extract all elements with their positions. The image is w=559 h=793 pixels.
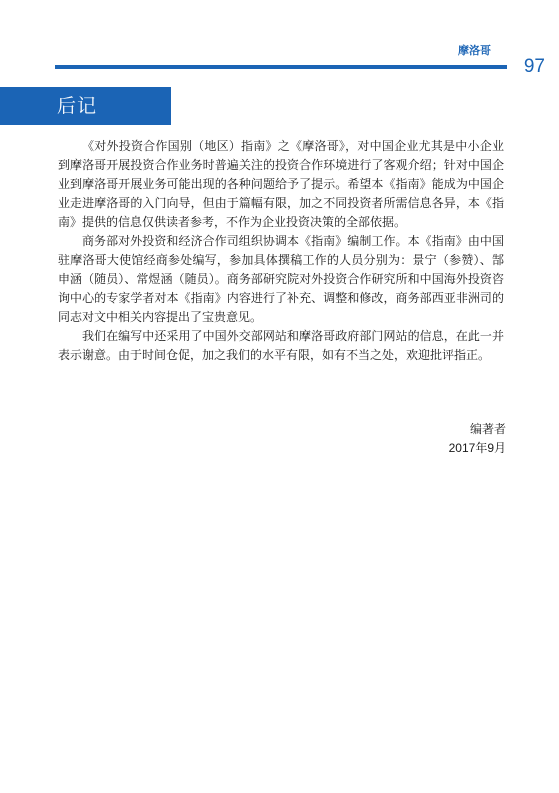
header-rule	[55, 65, 507, 69]
paragraph: 《对外投资合作国别（地区）指南》之《摩洛哥》，对中国企业尤其是中小企业到摩洛哥开展投资合作业务时普遍关注的投资合作环境进行了客观介绍；针对中国企业到摩洛哥开展业务可能出现的各种问题给予了提示。希望本《指南》能成为中国企业走进摩洛哥的入门向导，但由于篇幅有限，加之不同投资者所需信息各异，本《指南》提供的信息仅供读者参考，不作为企业投资决策的全部依据。	[58, 139, 504, 229]
header-country: 摩洛哥	[458, 44, 491, 57]
signature-block	[449, 420, 506, 458]
page-title: 后记	[57, 95, 98, 117]
paragraph: 商务部对外投资和经济合作司组织协调本《指南》编制工作。本《指南》由中国驻摩洛哥大使馆经商参处编写，参加具体撰稿工作的人员分别为：景宁（参赞）、郜申涵（随员）、常煜涵（随员）。商务部研究院对外投资合作研究所和中国海外投资咨询中心的专家学者对本《指南》内容进行了补充、调整和修改，商务部西亚非洲司的同志对文中相关内容提出了宝贵意见。	[58, 234, 504, 324]
page-number: 97	[523, 56, 545, 77]
title-block	[0, 87, 171, 125]
paragraph: 我们在编写中还采用了中国外交部网站和摩洛哥政府部门网站的信息，在此一并表示谢意。由于时间仓促，加之我们的水平有限，如有不当之处，欢迎批评指正。	[58, 329, 504, 362]
signature-date: 2017年9月	[448, 441, 506, 455]
body-text	[58, 137, 504, 365]
signature-author: 编著者	[469, 422, 506, 436]
